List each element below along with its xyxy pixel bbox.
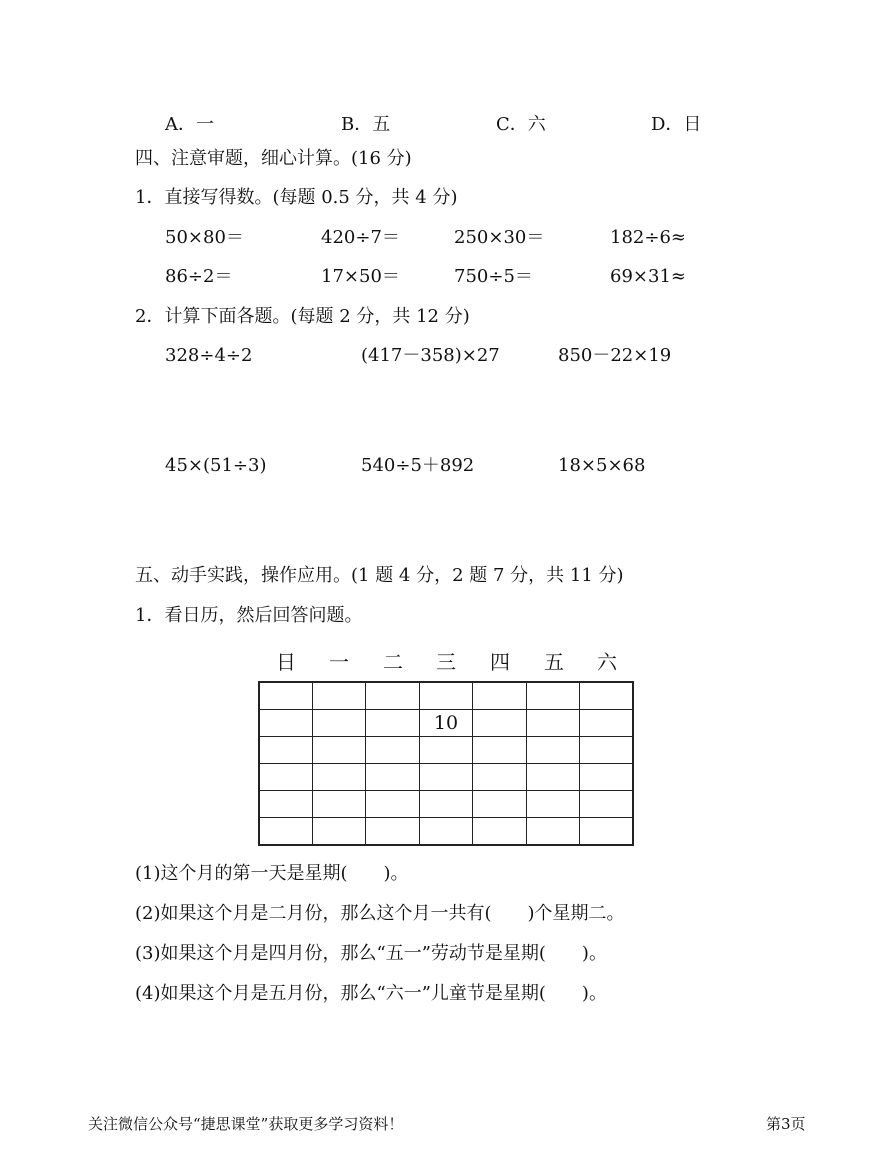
weekday-label: 二: [383, 650, 403, 674]
weekday-label: 四: [490, 650, 510, 674]
weekday-label: 日: [276, 650, 296, 674]
option-c: C．六: [496, 114, 546, 135]
calc-problem: (417－358)×27: [361, 345, 500, 366]
page-number: 第3页: [766, 1115, 806, 1133]
oral-calc-item: 182÷6≈: [610, 227, 686, 248]
option-d: D．日: [651, 114, 702, 135]
option-a: A．一: [165, 114, 214, 135]
calc-problem: 328÷4÷2: [165, 345, 253, 366]
calc-problem: 45×(51÷3): [165, 455, 267, 476]
calendar-subquestion-4: (4)如果这个月是五月份，那么“六一”儿童节是星期( )。: [135, 983, 607, 1004]
calendar-subquestion-3: (3)如果这个月是四月份，那么“五一”劳动节是星期( )。: [135, 943, 607, 964]
calendar-subquestion-1: (1)这个月的第一天是星期( )。: [135, 863, 409, 884]
oral-calc-item: 86÷2＝: [165, 266, 233, 287]
weekday-label: 六: [597, 650, 617, 674]
footer-promo-text: 关注微信公众号“捷思课堂”获取更多学习资料！: [88, 1115, 404, 1133]
weekday-label: 三: [436, 650, 456, 674]
calc-problem: 540÷5＋892: [361, 455, 475, 476]
oral-calc-item: 69×31≈: [610, 266, 686, 287]
calendar-question-title: 1．看日历，然后回答问题。: [135, 605, 363, 626]
calc-problem: 850－22×19: [558, 345, 672, 366]
calc-problem: 18×5×68: [558, 455, 646, 476]
q1-title: 1．直接写得数。(每题 0.5 分，共 4 分): [135, 187, 458, 208]
weekday-label: 一: [329, 650, 349, 674]
calendar-subquestion-2: (2)如果这个月是二月份，那么这个月一共有( )个星期二。: [135, 903, 625, 924]
calendar-grid: [258, 681, 634, 846]
calendar-day-10: 10: [419, 710, 472, 737]
section4-title: 四、注意审题，细心计算。(16 分): [135, 148, 412, 169]
q2-title: 2．计算下面各题。(每题 2 分，共 12 分): [135, 306, 470, 327]
section5-title: 五、动手实践，操作应用。(1 题 4 分，2 题 7 分，共 11 分): [135, 565, 624, 586]
oral-calc-item: 50×80＝: [165, 227, 244, 248]
oral-calc-item: 750÷5＝: [454, 266, 533, 287]
option-b: B．五: [341, 114, 391, 135]
weekday-label: 五: [544, 650, 564, 674]
oral-calc-item: 250×30＝: [454, 227, 545, 248]
oral-calc-item: 420÷7＝: [321, 227, 400, 248]
oral-calc-item: 17×50＝: [321, 266, 400, 287]
